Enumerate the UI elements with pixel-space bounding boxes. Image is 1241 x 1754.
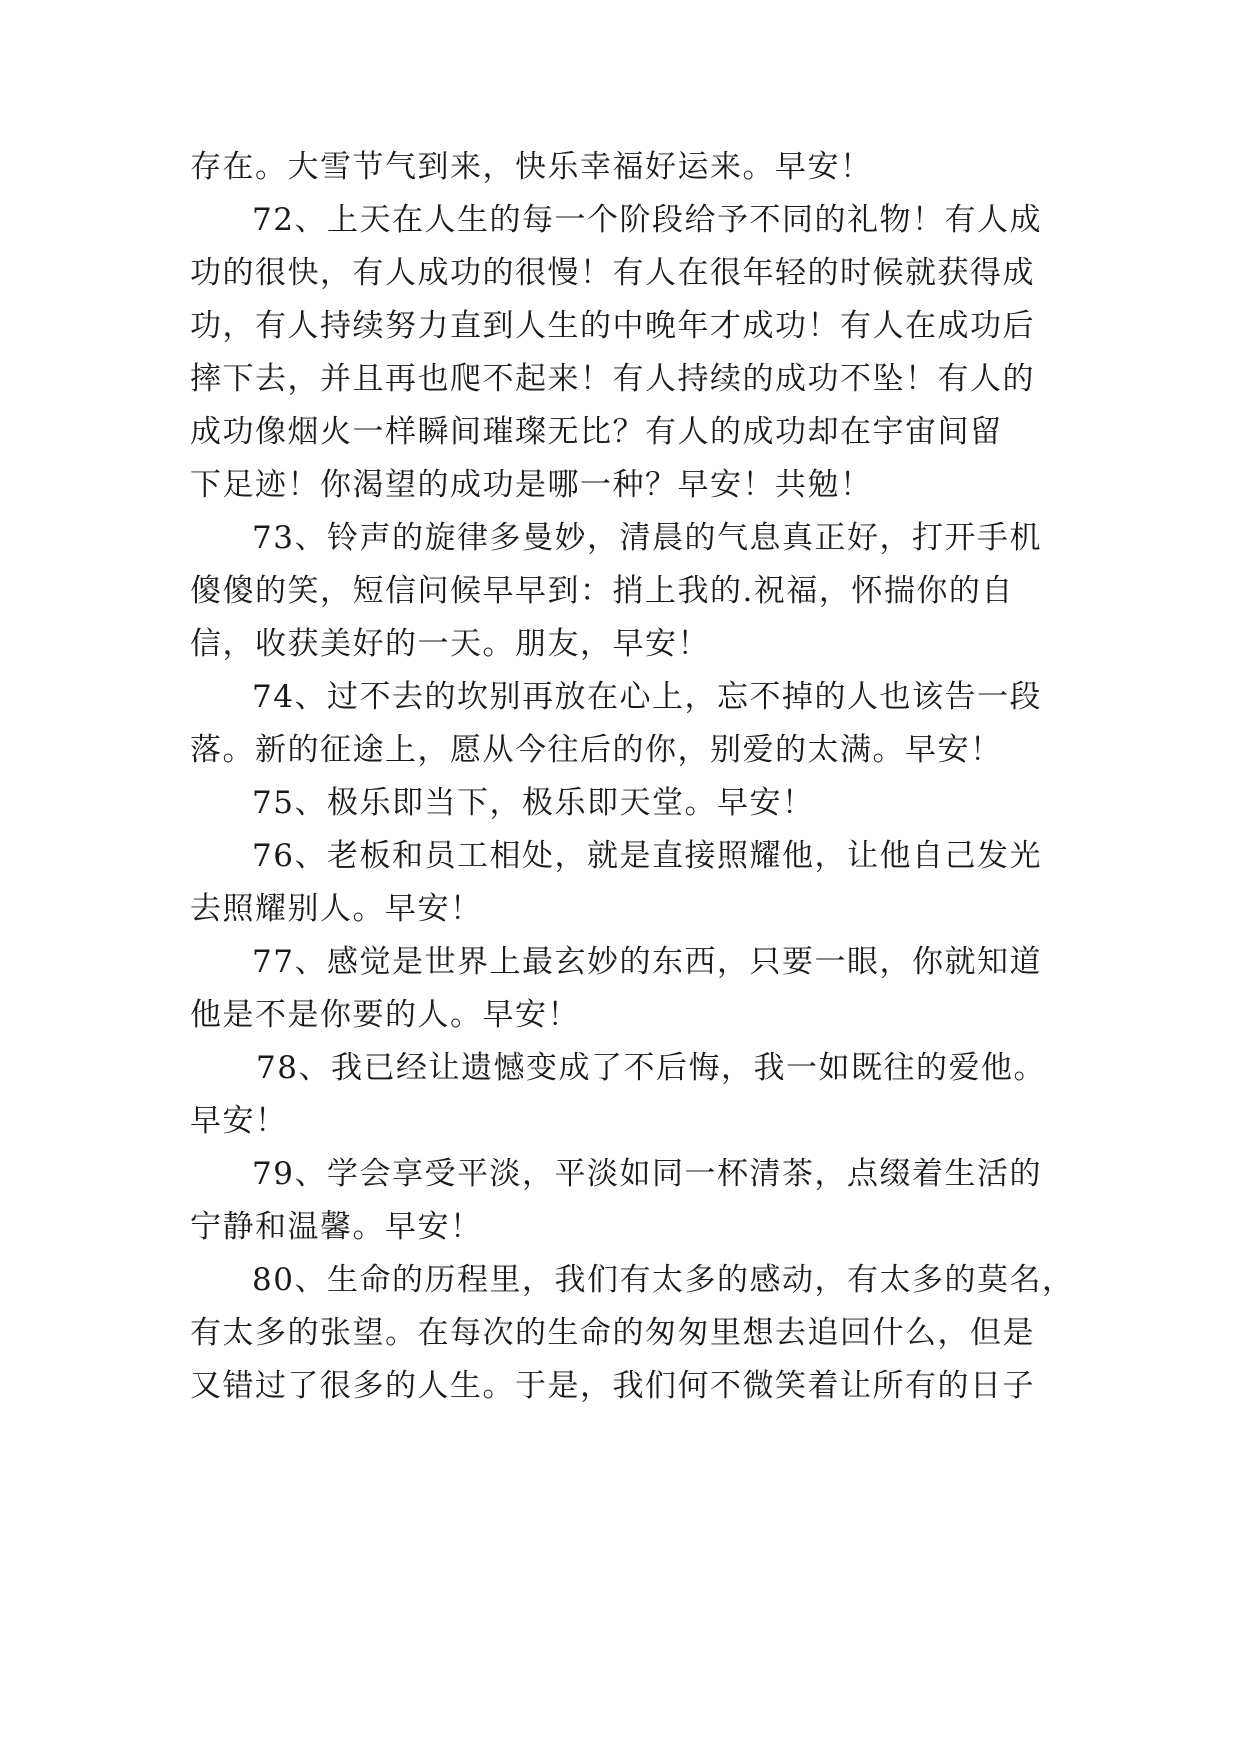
text-line: 宁静和温馨。早安！ (190, 1209, 483, 1245)
text-line: 落。新的征途上，愿从今往后的你，别爱的太满。早安！ (190, 732, 1003, 768)
text-line: 傻傻的笑，短信问候早早到：捎上我的.祝福，怀揣你的自 (190, 573, 1014, 609)
paragraph-74-start: 74、过不去的坎别再放在心上，忘不掉的人也该告一段 (252, 679, 1042, 715)
paragraph-78-start: 78、我已经让遗憾变成了不后悔，我一如既往的爱他。 (256, 1050, 1046, 1086)
text-line: 信，收获美好的一天。朋友，早安！ (190, 626, 710, 662)
paragraph-77-start: 77、感觉是世界上最玄妙的东西，只要一眼，你就知道 (252, 944, 1042, 980)
paragraph-75: 75、极乐即当下，极乐即天堂。早安！ (252, 785, 815, 821)
text-line: 功的很快，有人成功的很慢！有人在很年轻的时候就获得成 (190, 255, 1035, 291)
text-line: 有太多的张望。在每次的生命的匆匆里想去追回什么，但是 (190, 1315, 1035, 1351)
text-line: 下足迹！你渴望的成功是哪一种？早安！共勉！ (190, 467, 873, 503)
paragraph-72-start: 72、上天在人生的每一个阶段给予不同的礼物！有人成 (252, 202, 1042, 238)
text-line: 早安！ (190, 1103, 288, 1139)
text-line: 去照耀别人。早安！ (190, 891, 483, 927)
paragraph-80-start: 80、生命的历程里，我们有太多的感动，有太多的莫名， (252, 1262, 1075, 1298)
text-line: 他是不是你要的人。早安！ (190, 997, 580, 1033)
text-line: 成功像烟火一样瞬间璀璨无比？有人的成功却在宇宙间留 (190, 414, 1003, 450)
paragraph-73-start: 73、铃声的旋律多曼妙，清晨的气息真正好，打开手机 (252, 520, 1042, 556)
text-line: 功，有人持续努力直到人生的中晚年才成功！有人在成功后 (190, 308, 1035, 344)
paragraph-76-start: 76、老板和员工相处，就是直接照耀他，让他自己发光 (252, 838, 1042, 874)
text-line: 摔下去，并且再也爬不起来！有人持续的成功不坠！有人的 (190, 361, 1035, 397)
text-line: 又错过了很多的人生。于是，我们何不微笑着让所有的日子 (190, 1368, 1035, 1404)
text-line: 存在。大雪节气到来，快乐幸福好运来。早安！ (190, 149, 873, 185)
paragraph-79-start: 79、学会享受平淡，平淡如同一杯清茶，点缀着生活的 (252, 1156, 1042, 1192)
